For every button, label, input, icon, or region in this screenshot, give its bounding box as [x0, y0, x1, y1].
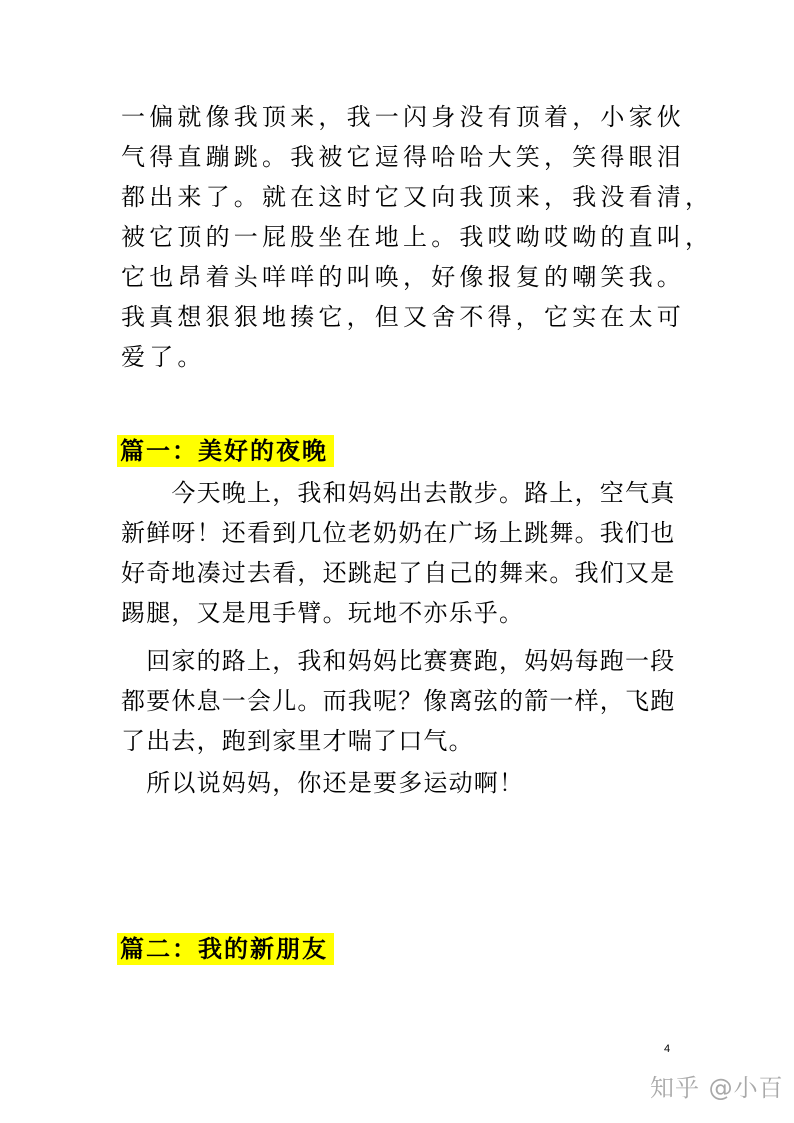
text-line: 新鲜呀！还看到几位老奶奶在广场上跳舞。我们也	[121, 519, 676, 547]
text-line: 都要休息一会儿。而我呢？像离弦的箭一样，飞跑	[121, 687, 676, 715]
section-heading-1: 篇一：美好的夜晚	[117, 435, 334, 467]
text-line: 所以说妈妈，你还是要多运动啊！	[121, 769, 525, 797]
text-line: 今天晚上，我和妈妈出去散步。路上，空气真	[121, 479, 676, 507]
text-line: 都出来了。就在这时它又向我顶来，我没看清，	[121, 183, 714, 211]
text-line: 回家的路上，我和妈妈比赛赛跑，妈妈每跑一段	[121, 647, 676, 675]
text-line: 被它顶的一屁股坐在地上。我哎呦哎呦的直叫，	[121, 223, 714, 251]
section-heading-2: 篇二：我的新朋友	[117, 933, 334, 965]
page-number: 4	[664, 1043, 671, 1055]
text-line: 踢腿，又是甩手臂。玩地不亦乐乎。	[121, 599, 525, 627]
text-line: 我真想狠狠地揍它，但又舍不得，它实在太可	[121, 303, 685, 331]
text-line: 气得直蹦跳。我被它逗得哈哈大笑，笑得眼泪	[121, 143, 685, 171]
text-line: 了出去，跑到家里才喘了口气。	[121, 727, 474, 755]
watermark-text: 知乎 @小百	[650, 1074, 784, 1102]
text-line: 爱了。	[121, 343, 206, 371]
text-line: 它也昂着头咩咩的叫唤，好像报复的嘲笑我。	[121, 263, 685, 291]
text-line: 好奇地凑过去看，还跳起了自己的舞来。我们又是	[121, 559, 676, 587]
text-line: 一偏就像我顶来，我一闪身没有顶着，小家伙	[121, 103, 685, 131]
